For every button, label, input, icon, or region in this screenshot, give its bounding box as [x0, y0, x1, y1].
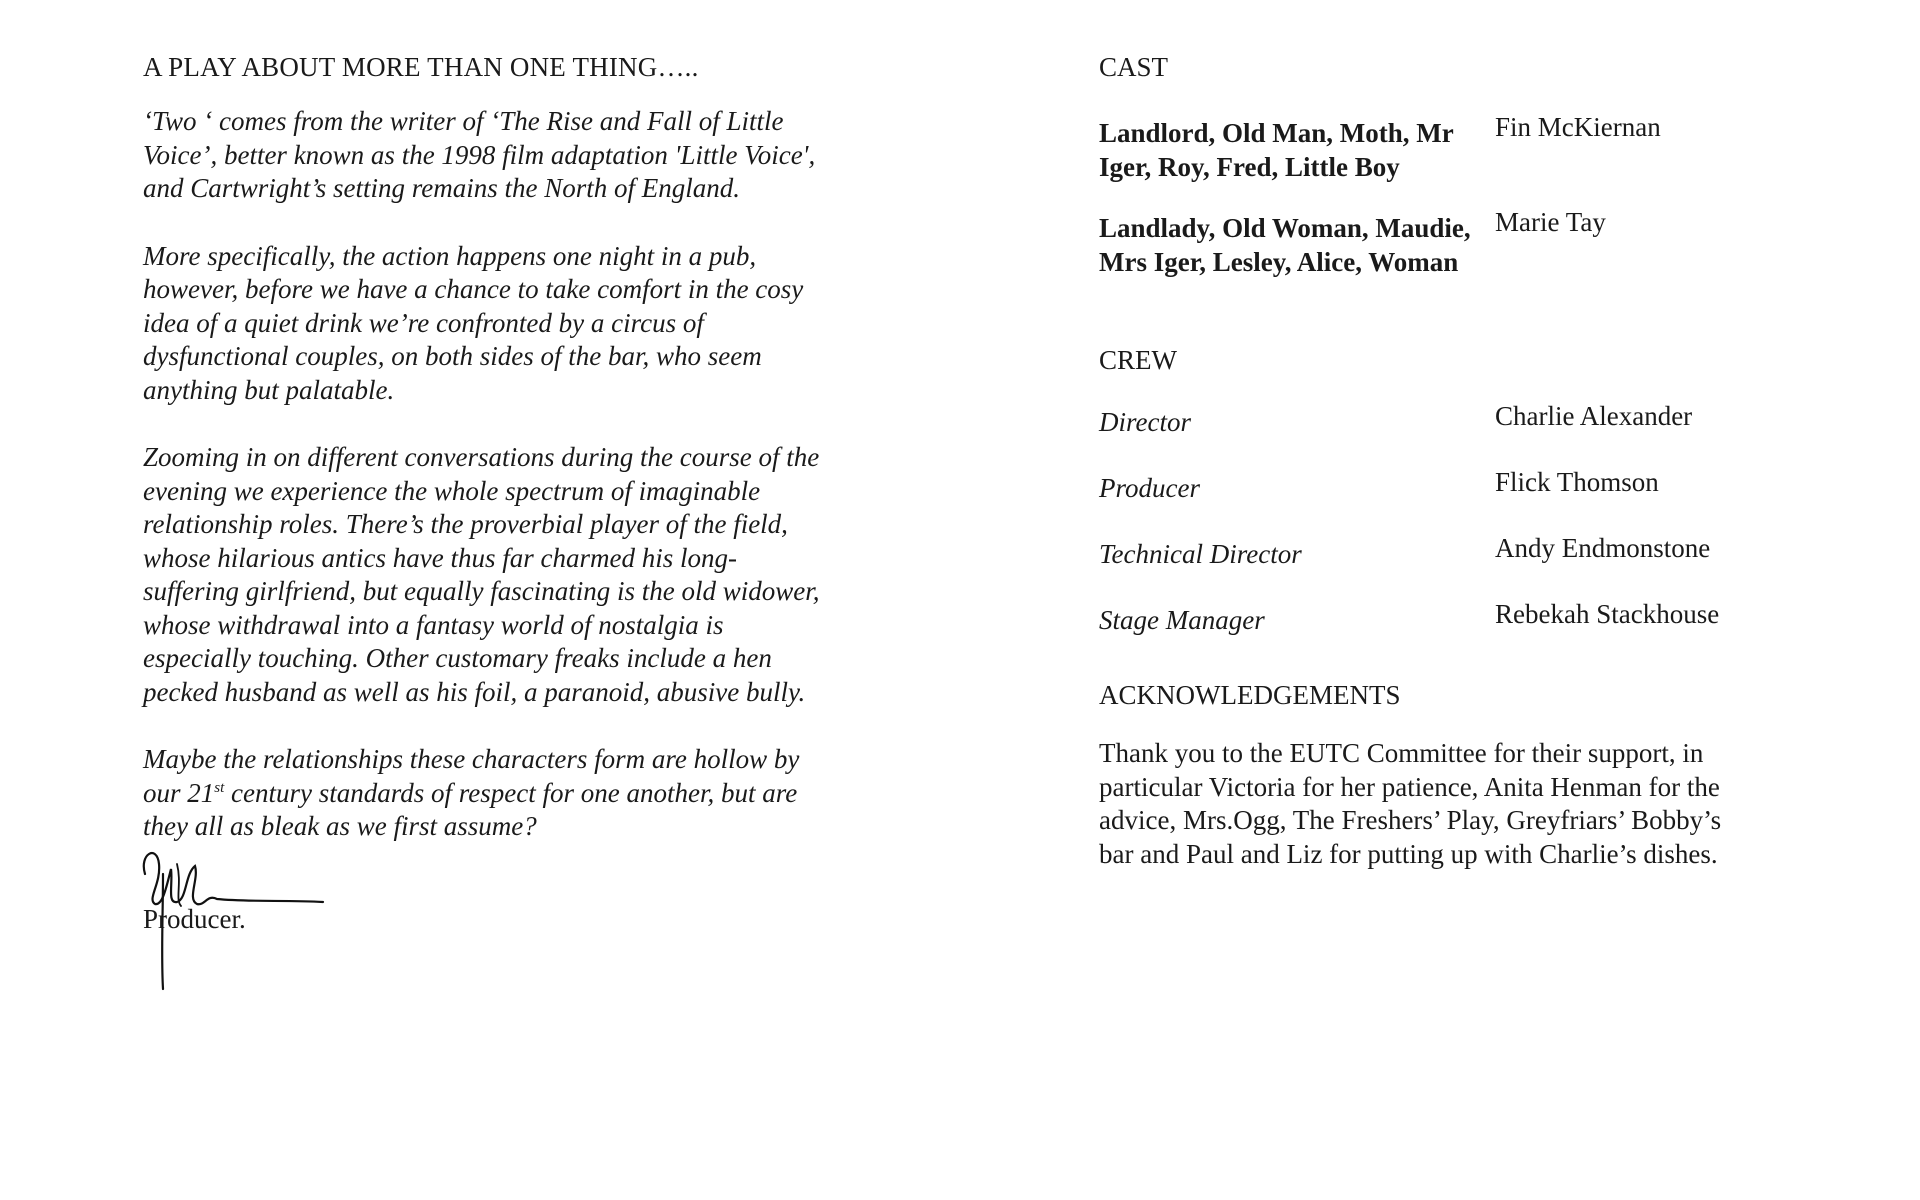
acknowledgements-text: Thank you to the EUTC Committee for their support, in particular Victoria for her patience, Anita Henman for the advice, Mrs.Ogg, The Freshers’ Play, Greyfriars’ Bobby’s bar and Paul and Liz for putting up with Charlie’s dishes.: [1099, 738, 1722, 869]
signature-role: Producer.: [143, 903, 246, 934]
cast-list: [1099, 112, 1819, 279]
crew-row: [1099, 401, 1819, 472]
paragraph-setting: More specifically, the action happens one night in a pub, however, before we have a chance to take comfort in the cosy idea of a quiet drink we’re confronted by a circus of dysfunctional couples, on both sides of the bar, who seem anything but palatable.: [143, 240, 804, 405]
paragraph-closing: [143, 743, 823, 844]
cast-roles: Landlord, Old Man, Moth, Mr Iger, Roy, Fred, Little Boy: [1099, 118, 1454, 182]
closing-text-end: century standards of respect for one another, but are they all as bleak as we first assume?: [143, 777, 798, 841]
cast-row: [1099, 112, 1819, 184]
paragraph-origin: ‘Two ‘ comes from the writer of ‘The Rise and Fall of Little Voice’, better known as the 1998 film adaptation 'Little Voice', and Cartwright’s setting remains the North of England.: [143, 106, 816, 203]
closing-text-start: Maybe the relationships these characters form are hollow by our 21: [143, 744, 800, 808]
crew-member: Flick Thomson: [1495, 467, 1659, 497]
crew-role: Technical Director: [1099, 539, 1302, 569]
acknowledgements-title: ACKNOWLEDGEMENTS: [1099, 680, 1401, 710]
crew-row: [1099, 533, 1819, 604]
crew-role: Producer: [1099, 473, 1200, 503]
crew-member: Charlie Alexander: [1495, 401, 1693, 431]
paragraph-characters: Zooming in on different conversations during the course of the evening we experience the whole spectrum of imaginable relationship roles. There’s the proverbial player of the field, whose hilarious antics have thus far charmed his long-suffering girlfriend, but equally fascinating is the old widower, whose withdrawal into a fantasy world of nostalgia is especially touching. Other customary freaks include a hen pecked husband as well as his foil, a paranoid, abusive bully.: [143, 442, 820, 707]
cast-title: CAST: [1099, 52, 1169, 82]
crew-role: Director: [1099, 407, 1191, 437]
cast-actor: Marie Tay: [1495, 207, 1606, 237]
play-description-column: [143, 52, 823, 994]
crew-member: Rebekah Stackhouse: [1495, 599, 1720, 629]
crew-row: [1099, 599, 1819, 670]
play-heading: A PLAY ABOUT MORE THAN ONE THING…..: [143, 52, 699, 82]
crew-row: [1099, 467, 1819, 538]
ordinal-suffix: st: [214, 779, 225, 796]
crew-role: Stage Manager: [1099, 605, 1265, 635]
cast-actor: Fin McKiernan: [1495, 112, 1661, 142]
signature-block: [143, 864, 823, 994]
cast-row: [1099, 207, 1819, 279]
cast-roles: Landlady, Old Woman, Maudie, Mrs Iger, Lesley, Alice, Woman: [1099, 213, 1471, 277]
crew-title: CREW: [1099, 345, 1177, 375]
crew-member: Andy Endmonstone: [1495, 533, 1711, 563]
credits-column: [1099, 52, 1819, 898]
crew-list: [1099, 401, 1819, 670]
